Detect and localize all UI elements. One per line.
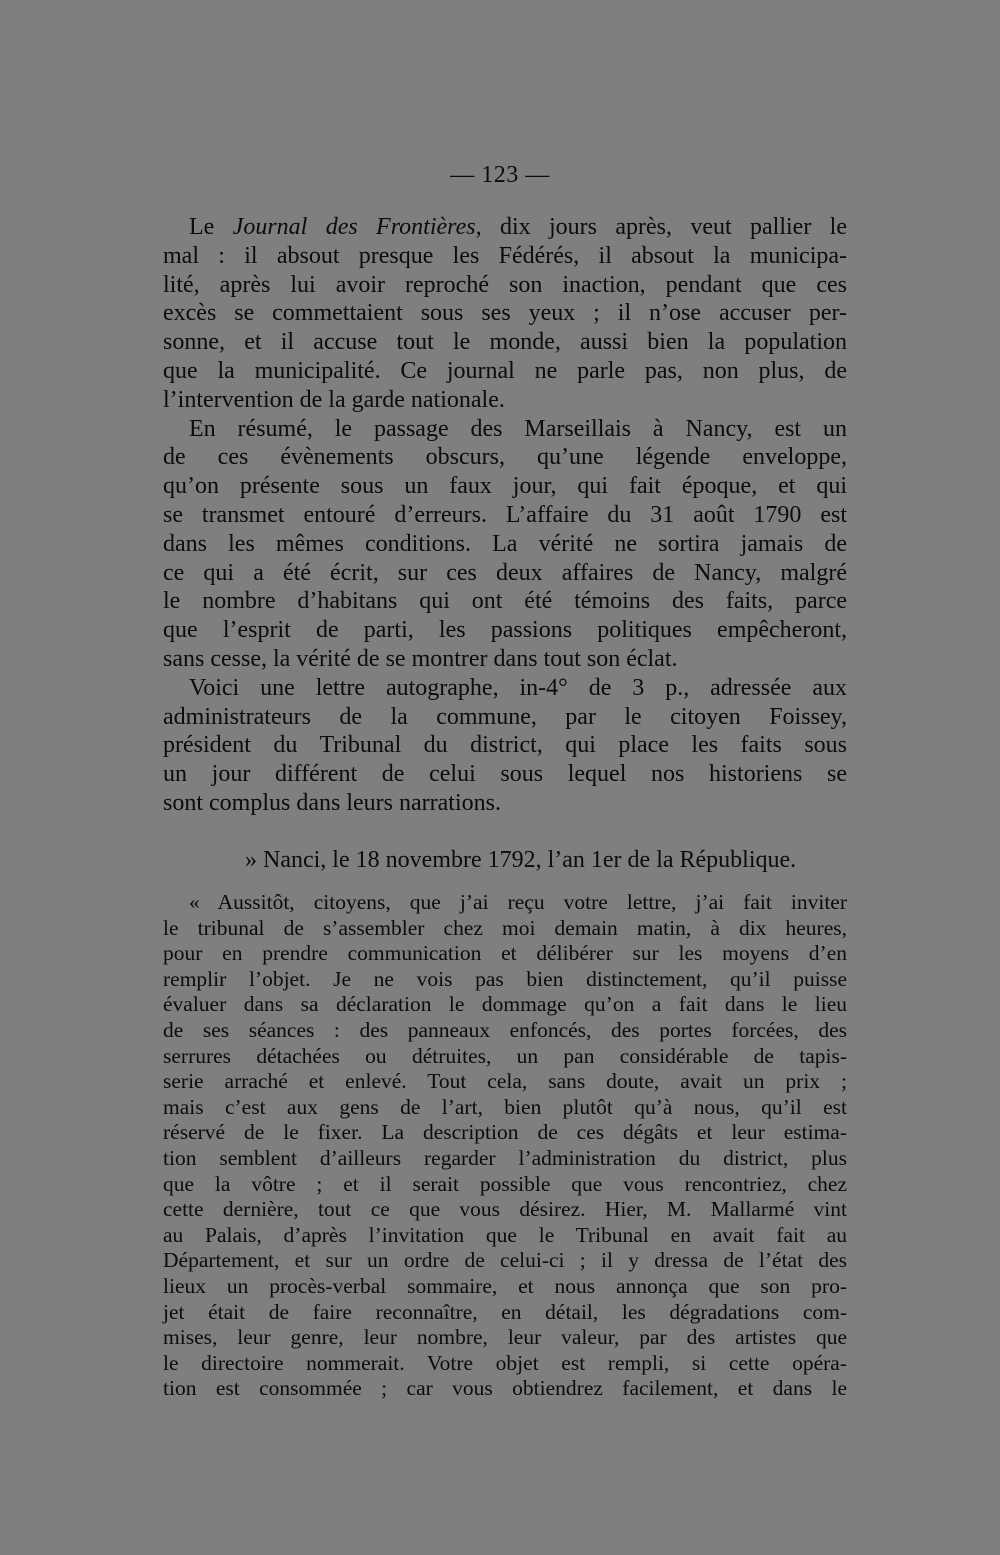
letter-text: [163, 890, 847, 1402]
journal-title: Journal des Frontières,: [232, 214, 482, 240]
text-line: que la municipalité. Ce journal ne parle pas, non plus, de: [163, 357, 847, 384]
text-line: l’intervention de la garde nationale.: [163, 386, 505, 413]
text-line: sont complus dans leurs narrations.: [163, 789, 501, 816]
letter-line: tion est consommée ; car vous obtiendrez facilement, et dans le: [163, 1376, 847, 1401]
text-line: mal : il absout presque les Fédérés, il absout la municipa-: [163, 242, 847, 269]
letter-line: pour en prendre communication et délibérer sur les moyens d’en: [163, 941, 847, 966]
text-line: [163, 213, 847, 242]
text-line: sonne, et il accuse tout le monde, aussi bien la population: [163, 329, 847, 356]
letter-line: mais c’est aux gens de l’art, bien plutôt qu’à nous, qu’il est: [163, 1094, 847, 1119]
text-line: se transmet entouré d’erreurs. L’affaire du 31 août 1790 est: [163, 501, 847, 528]
letter-line: au Palais, d’après l’invitation que le Tribunal en avait fait au: [163, 1222, 847, 1247]
text-line: le nombre d’habitans qui ont été témoins des faits, parce: [163, 588, 847, 615]
letter-line: réservé de le fixer. La description de ces dégâts et leur estima-: [163, 1120, 847, 1145]
text-line: un jour différent de celui sous lequel nos historiens se: [163, 761, 847, 788]
body-text: [163, 213, 847, 818]
paragraph-1: [163, 213, 847, 415]
text-fragment: dix jours après, veut pallier le: [481, 214, 847, 240]
dateline-text: » Nanci, le 18 novembre 1792, l’an 1er de la République.: [245, 847, 797, 873]
letter-line: le directoire nommerait. Votre objet est rempli, si cette opéra-: [163, 1350, 847, 1375]
letter-line: cette dernière, tout ce que vous désirez. Hier, M. Mallarmé vint: [163, 1197, 847, 1222]
text-line: administrateurs de la commune, par le citoyen Foissey,: [163, 703, 847, 730]
letter-line: Département, et sur un ordre de celui-ci ; il y dressa de l’état des: [163, 1248, 847, 1273]
letter-line: évaluer dans sa déclaration le dommage qu’on a fait dans le lieu: [163, 992, 847, 1017]
text-line: En résumé, le passage des Marseillais à Nancy, est un: [189, 415, 847, 442]
text-line: excès se commettaient sous ses yeux ; il n’ose accuser per-: [163, 300, 847, 327]
text-line: de ces évènements obscurs, qu’une légende enveloppe,: [163, 444, 847, 471]
letter-line: mises, leur genre, leur nombre, leur valeur, par des artistes que: [163, 1325, 847, 1350]
text-line: Voici une lettre autographe, in-4° de 3 p., adressée aux: [189, 674, 847, 701]
text-line: qu’on présente sous un faux jour, qui fait époque, et qui: [163, 473, 847, 500]
text-fragment: Le: [189, 214, 233, 240]
page-number: — 123 —: [450, 162, 550, 188]
text-line: ce qui a été écrit, sur ces deux affaires de Nancy, malgré: [163, 559, 847, 586]
text-line: dans les mêmes conditions. La vérité ne sortira jamais de: [163, 530, 847, 557]
letter-line: que la vôtre ; et il serait possible que vous rencontriez, chez: [163, 1171, 847, 1196]
letter-line: serie arraché et enlevé. Tout cela, sans doute, avait un prix ;: [163, 1069, 847, 1094]
paragraph-3: [163, 674, 847, 818]
letter-line: jet était de faire reconnaître, en détail, les dégradations com-: [163, 1299, 847, 1324]
text-line: président du Tribunal du district, qui place les faits sous: [163, 732, 847, 759]
letter-line: de ses séances : des panneaux enfoncés, des portes forcées, des: [163, 1017, 847, 1042]
letter-line: lieux un procès-verbal sommaire, et nous annonça que son pro-: [163, 1273, 847, 1298]
letter-line: le tribunal de s’assembler chez moi demain matin, à dix heures,: [163, 915, 847, 940]
text-line: sans cesse, la vérité de se montrer dans tout son éclat.: [163, 645, 678, 672]
text-line: lité, après lui avoir reproché son inaction, pendant que ces: [163, 271, 847, 298]
text-line: que l’esprit de parti, les passions politiques empêcheront,: [163, 617, 847, 644]
letter-line: remplir l’objet. Je ne vois pas bien distinctement, qu’il puisse: [163, 966, 847, 991]
letter-line: « Aussitôt, citoyens, que j’ai reçu votre lettre, j’ai fait inviter: [189, 890, 847, 914]
letter-line: serrures détachées ou détruites, un pan considérable de tapis-: [163, 1043, 847, 1068]
paragraph-2: [163, 415, 847, 674]
letter-line: tion semblent d’ailleurs regarder l’administration du district, plus: [163, 1145, 847, 1170]
